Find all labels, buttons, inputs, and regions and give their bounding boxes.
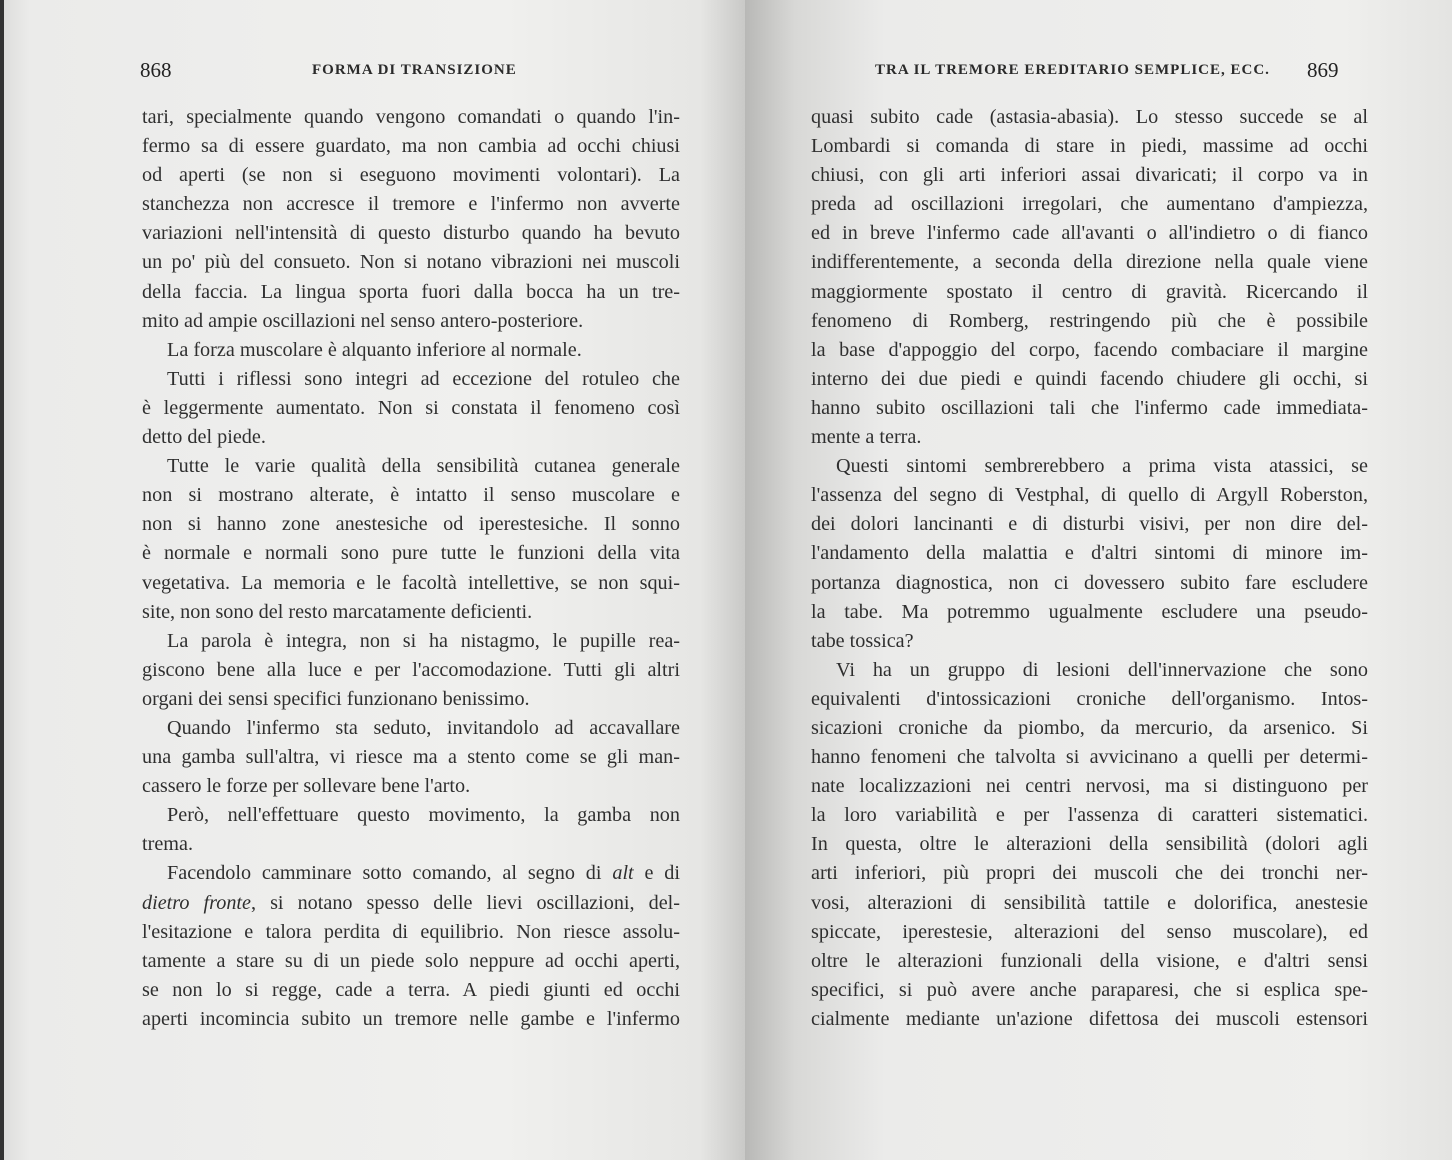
text-line: Vi ha un gruppo di lesioni dell'innervazione che sono [836,658,1368,681]
italic-text: alt [612,862,634,885]
text-line: dei dolori lancinanti e di disturbi visivi, per non dire del- [811,513,1368,536]
running-head-left: FORMA DI TRANSIZIONE [312,62,517,78]
text-line: La parola è integra, non si ha nistagmo, le pupille rea- [167,629,680,652]
left-page-body [142,103,680,1034]
text-line: fermo sa di essere guardato, ma non cambia ad occhi chiusi [142,135,680,158]
text-segment: Facendolo camminare sotto comando, al segno di [167,862,613,885]
text-line: portanza diagnostica, non ci dovessero subito fare escludere [811,571,1368,594]
text-line: interno dei due piedi e quindi facendo chiudere gli occhi, si [811,367,1368,390]
text-line: Questi sintomi sembrerebbero a prima vista atassici, se [836,455,1368,478]
text-line: hanno fenomeni che talvolta si avvicinano a quelli per determi- [811,746,1368,769]
text-line: oltre le alterazioni funzionali della visione, e d'altri sensi [811,949,1368,972]
text-line: tabe tossica? [811,629,914,652]
text-line [142,859,680,888]
text-line: è normale e normali sono pure tutte le funzioni della vita [142,542,680,565]
text-line: maggiormente spostato il centro di gravità. Ricercando il [811,280,1368,303]
text-line: arti inferiori, più propri dei muscoli che dei tronchi ner- [811,862,1368,885]
text-line: preda ad oscillazioni irregolari, che aumentano d'ampiezza, [811,193,1368,216]
text-line: vosi, alterazioni di sensibilità tattile e dolorifica, anestesie [811,891,1368,914]
text-segment: , si notano spesso delle lievi oscillazioni, del- [250,891,680,914]
text-line: La forza muscolare è alquanto inferiore al normale. [167,338,582,361]
text-line: stanchezza non accresce il tremore e l'infermo non avverte [142,193,680,216]
text-line: hanno subito oscillazioni tali che l'infermo cade immediata- [811,396,1368,419]
text-line: vegetativa. La memoria e le facoltà intellettive, se non squi- [142,571,680,594]
running-head-right: TRA IL TREMORE EREDITARIO SEMPLICE, ECC. [875,62,1270,78]
text-line: aperti incomincia subito un tremore nelle gambe e l'infermo [142,1007,680,1030]
italic-text: dietro fronte [142,891,251,914]
text-line: cassero le forze per sollevare bene l'arto. [142,775,471,798]
text-line: Lombardi si comanda di stare in piedi, massime ad occhi [811,135,1368,158]
text-line: tari, specialmente quando vengono comandati o quando l'in- [142,106,680,128]
page-edge-shadow [0,0,4,1160]
text-line: l'andamento della malattia e d'altri sintomi di minore im- [811,542,1368,565]
text-line: variazioni nell'intensità di questo disturbo quando ha bevuto [142,222,680,245]
text-line: la loro variabilità e per l'assenza di caratteri sistematici. [811,804,1368,827]
text-line: la base d'appoggio del corpo, facendo combaciare il margine [811,338,1368,361]
text-line: In questa, oltre le alterazioni della sensibilità (dolori agli [811,833,1368,856]
text-line: organi dei sensi specifici funzionano benissimo. [142,687,530,710]
text-line: mente a terra. [811,426,922,449]
right-page-body [811,103,1368,1034]
text-line: una gamba sull'altra, vi riesce ma a stento come se gli man- [142,746,680,769]
text-line: equivalenti d'intossicazioni croniche dell'organismo. Intos- [811,687,1368,710]
text-line: cialmente mediante un'azione difettosa dei muscoli estensori [811,1007,1368,1030]
right-page [745,0,1452,1160]
text-line: ed in breve l'infermo cade all'avanti o all'indietro o di fianco [811,222,1368,245]
text-line: della faccia. La lingua sporta fuori dalla bocca ha un tre- [142,280,680,303]
text-line: un po' più del consueto. Non si notano vibrazioni nei muscoli [142,251,680,274]
text-line [142,889,680,918]
text-line: quasi subito cade (astasia-abasia). Lo stesso succede se al [811,106,1368,128]
text-segment: e di [633,862,681,885]
text-line: non si hanno zone anestesiche od iperestesiche. Il sonno [142,513,680,536]
text-line: specifici, si può avere anche paraparesi, che si esplica spe- [811,978,1368,1001]
text-line: non si mostrano alterate, è intatto il senso muscolare e [142,484,680,507]
text-line: Quando l'infermo sta seduto, invitandolo ad accavallare [167,716,680,739]
text-line: tamente a stare su di un piede solo neppure ad occhi aperti, [142,949,680,972]
text-line: fenomeno di Romberg, restringendo più che è possibile [811,309,1368,332]
text-line: l'esitazione e talora perdita di equilibrio. Non riesce assolu- [142,920,680,943]
page-number-right: 869 [1307,58,1339,82]
text-line: site, non sono del resto marcatamente deficienti. [142,600,533,623]
text-line: trema. [142,833,194,856]
text-line: se non lo si regge, cade a terra. A piedi giunti ed occhi [142,978,680,1001]
text-line: Però, nell'effettuare questo movimento, la gamba non [167,804,680,827]
text-line: spiccate, iperestesie, alterazioni del senso muscolare), ed [811,920,1368,943]
page-number-left: 868 [140,58,172,82]
text-line: od aperti (se non si eseguono movimenti volontari). La [142,164,680,187]
text-line: Tutte le varie qualità della sensibilità cutanea generale [167,455,680,478]
text-line: l'assenza del segno di Vestphal, di quello di Argyll Roberston, [811,484,1368,507]
text-line: è leggermente aumentato. Non si constata il fenomeno così [142,396,680,419]
text-line: sicazioni croniche da piombo, da mercurio, da arsenico. Si [811,716,1368,739]
text-line: detto del piede. [142,426,266,449]
text-line: indifferentemente, a seconda della direzione nella quale viene [811,251,1368,274]
text-line: chiusi, con gli arti inferiori assai divaricati; il corpo va in [811,164,1368,187]
text-line: la tabe. Ma potremmo ugualmente escludere una pseudo- [811,600,1368,623]
text-line: Tutti i riflessi sono integri ad eccezione del rotuleo che [167,367,680,390]
text-line: giscono bene alla luce e per l'accomodazione. Tutti gli altri [142,658,680,681]
text-line: mito ad ampie oscillazioni nel senso antero-posteriore. [142,309,584,332]
text-line: nate localizzazioni nei centri nervosi, ma si distinguono per [811,775,1368,798]
